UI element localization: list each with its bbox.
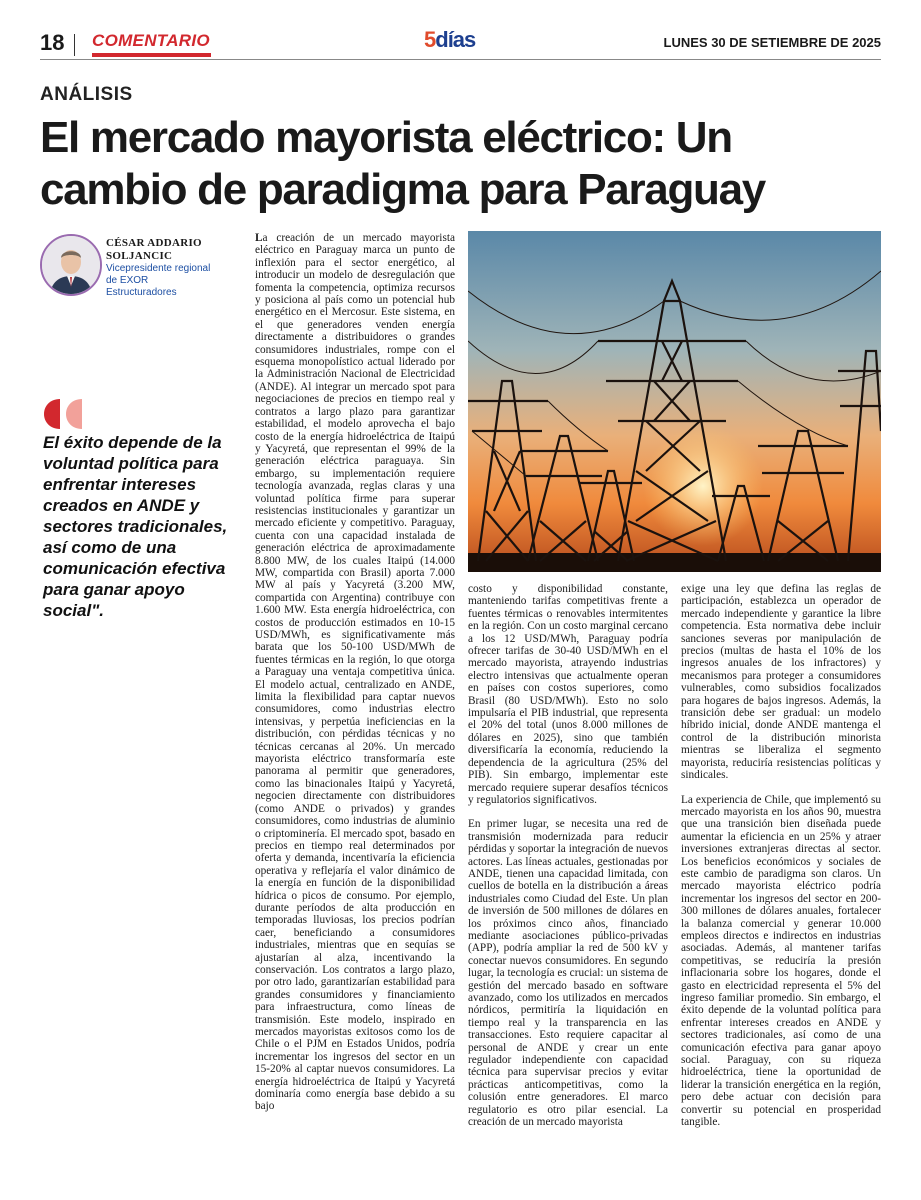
transmission-towers-photo [468,231,881,572]
author-name: CÉSAR ADDARIO SOLJANCIC [106,237,202,262]
column-2-paragraph-1: costo y disponibilidad constante, manteniendo tarifas competitivas frente a fuentes térmicas o renovables intermitentes en la región. Con un costo marginal cercano a los 12 USD/MWh, Paraguay podría ofrecer tarifas de 30-40 USD/MWh en el mercado mayorista, atrayendo industrias electro intensivas que actualmente operan en países con costos superiores, como Brasil (80 USD/MWh). Esto no solo impulsaría el PIB industrial, que representa el 20% del total (unos 8.000 millones de dólares en 2025), sino que también diversificaría la economía, reduciendo la dependencia de la agricultura (25% del PIB). Sin embargo, implementar este mercado requiere superar desafíos técnicos y regulatorios significativos. [468,583,668,806]
header-divider [74,34,75,56]
quote-mark-icon [42,397,86,436]
column-1-text: a creación de un mercado mayorista eléctrico en Paraguay marca un punto de inflexión para el sector energético, al introducir un modelo de desregulación que fomenta la competencia, optimiza recursos y posiciona al país como un potencial hub energético en el Mercosur. Este sistema, en el que generadores venden energía directamente a distribuidores o grandes consumidores industriales, rompe con el esquema monopolístico actual liderado por la Administración Nacional de Electricidad (ANDE). Al integrar un mercado spot para negociaciones de precios en tiempo real y contratos a largo plazo para garantizar estabilidad, el modelo aprovecha el bajo costo de la energía hidroeléctrica de Itaipú y Yacyretá, que representan el 99% de la generación eléctrica paraguaya. Sin embargo, su implementación requiere tecnología avanzada, reglas claras y una voluntad política firme para superar resistencias institucionales y garantizar un mercado eficiente y competitivo. Paraguay, cuenta con una capacidad instalada de generación eléctrica de aproximadamente 8.800 MW, de los cuales Itaipú (14.000 MW, compartida con Brasil) aporta 7.000 MW al país y Yacyretá (3.200 MW, compartida con Argentina) contribuye con 1.600 MW. Esta energía hidroeléctrica, con costos de producción estimados en 10-15 USD/MWh, es significativamente más barata que los 50-100 USD/MWh de fuentes térmicas en la región, lo que otorga a Paraguay una ventaja competitiva única. El modelo actual, centralizado en ANDE, limita la flexibilidad para captar nuevos consumidores, como industrias electro intensivas, y perpetúa ineficiencias en la distribución, con pérdidas técnicas y no técnicas cercanas al 20%. Un mercado mayorista eléctrico transformaría este panorama al permitir que generadores, como las binacionales Itaipú y Yacyretá, negocien directamente con distribuidores (como ANDE o privados) y grandes consumidores, como industrias de aluminio o criptominería. El mercado spot, basado en precios en tiempo real determinados por oferta y demanda, incentivaría la eficiencia operativa y reflejaría el valor dinámico de la energía en función de la disponibilidad hídrica o picos de consumo. Por ejemplo, durante períodos de alta producción en temporadas lluviosas, los precios podrían caer, beneficiando a consumidores industriales, mientras que en sequías se ajustarían al alza, incentivando la conservación. Los contratos a largo plazo, por otro lado, garantizarían estabilidad para grandes consumidores y financiamiento para infraestructura, como líneas de transmisión. Este modelo, inspirado en mercados mayoristas exitosos como los de Chile o el PJM en Estados Unidos, podría incrementar los ingresos del sector en un 15-20% al captar nuevos consumidores. La energía hidroeléctrica de Itaipú y Yacyretá dominaría como energía base debido a su bajo [255,232,455,1113]
section-label[interactable]: COMENTARIO [92,31,210,50]
drop-cap: L [255,232,263,244]
article-column-2 [468,583,668,1173]
article-kicker: ANÁLISIS [40,84,133,105]
article-column-3 [681,583,881,1173]
newspaper-logo[interactable] [424,27,498,53]
column-3-paragraph-2: La experiencia de Chile, que implementó su mercado mayorista en los años 90, muestra que una transición bien diseñada puede aumentar la eficiencia en un 25% y atraer inversiones extranjeras directas al sector. Los beneficios económicos y sociales de este cambio de paradigma son claros. Un mercado mayorista eléctrico podría incrementar los ingresos del sector en 200-300 millones de dólares anuales, fortalecer la balanza comercial y generar 10.000 empleos directos e indirectos en industrias asociadas. Además, al mantener tarifas competitivas, se reduciría la presión inflacionaria sobre los hogares, donde el gasto en electricidad representa el 5% del ingreso familiar promedio. Sin embargo, el éxito depende de la voluntad política para enfrentar intereses creados en ANDE y sectores tradicionales, así como de una comunicación efectiva para ganar apoyo social. Paraguay, con su riqueza hidroeléctrica, tiene la oportunidad de liderar la transición energética en la región, pero debe actuar con decisión para convertir su potencial en prosperidad tangible. [681,793,881,1129]
page-number: 18 [40,30,65,55]
pull-quote: El éxito depende de la voluntad política para enfrentar intereses creados en ANDE y sectores tradicionales, así como de una comunicación efectiva para ganar apoyo social". [43,433,228,620]
column-1-paragraph [255,232,455,1113]
header-rule [40,59,881,60]
article-column-1 [255,232,455,1172]
logo-word: días [435,27,476,52]
issue-date: LUNES 30 DE SETIEMBRE DE 2025 [663,35,881,50]
column-3-paragraph-1: exige una ley que defina las reglas de participación, establezca un operador de mercado independiente y garantice la libre competencia. Esta normativa debe incluir sanciones severas por manipulación de precios (multas de hasta el 10% de los ingresos anuales de los infractores) y mecanismos para proteger a consumidores vulnerables, como subsidios focalizados para hogares de bajos ingresos. Además, la transición debe ser gradual: un modelo híbrido inicial, donde ANDE mantenga el control de la distribución minorista mientras se liberaliza el segmento mayorista, reduciría resistencias políticas y sindicales. [681,583,881,782]
article-headline: El mercado mayorista eléctrico: Un cambio de paradigma para Paraguay [40,113,765,214]
author-role: Vicepresidente regional de EXOR Estructuradores [106,263,211,298]
column-2-paragraph-2: En primer lugar, se necesita una red de transmisión modernizada para reducir pérdidas y soportar la integración de nuevos actores. Las líneas actuales, gestionadas por ANDE, tienen una capacidad limitada, con cuellos de botella en la distribución a áreas industriales como Ciudad del Este. Un plan de inversión de 500 millones de dólares en los próximos cinco años, financiado mediante asociaciones público-privadas (APP), podría ampliar la red de 500 kV y conectar nuevos consumidores. En segundo lugar, la tecnología es crucial: un sistema de gestión del mercado basado en software avanzado, como los utilizados en mercados nórdicos, permitiría la liquidación en tiempo real y la transparencia en las transacciones. Esto requiere capacitar al personal de ANDE y crear un ente regulador independiente con capacidad técnica para supervisar precios y evitar prácticas anticompetitivas, como la colusión entre generadores. El marco regulatorio es otro pilar esencial. La creación de un mercado mayorista [468,818,668,1129]
logo-number: 5 [424,27,436,52]
author-photo-icon [42,236,100,294]
section-underline [92,53,211,57]
author-avatar [40,234,102,296]
